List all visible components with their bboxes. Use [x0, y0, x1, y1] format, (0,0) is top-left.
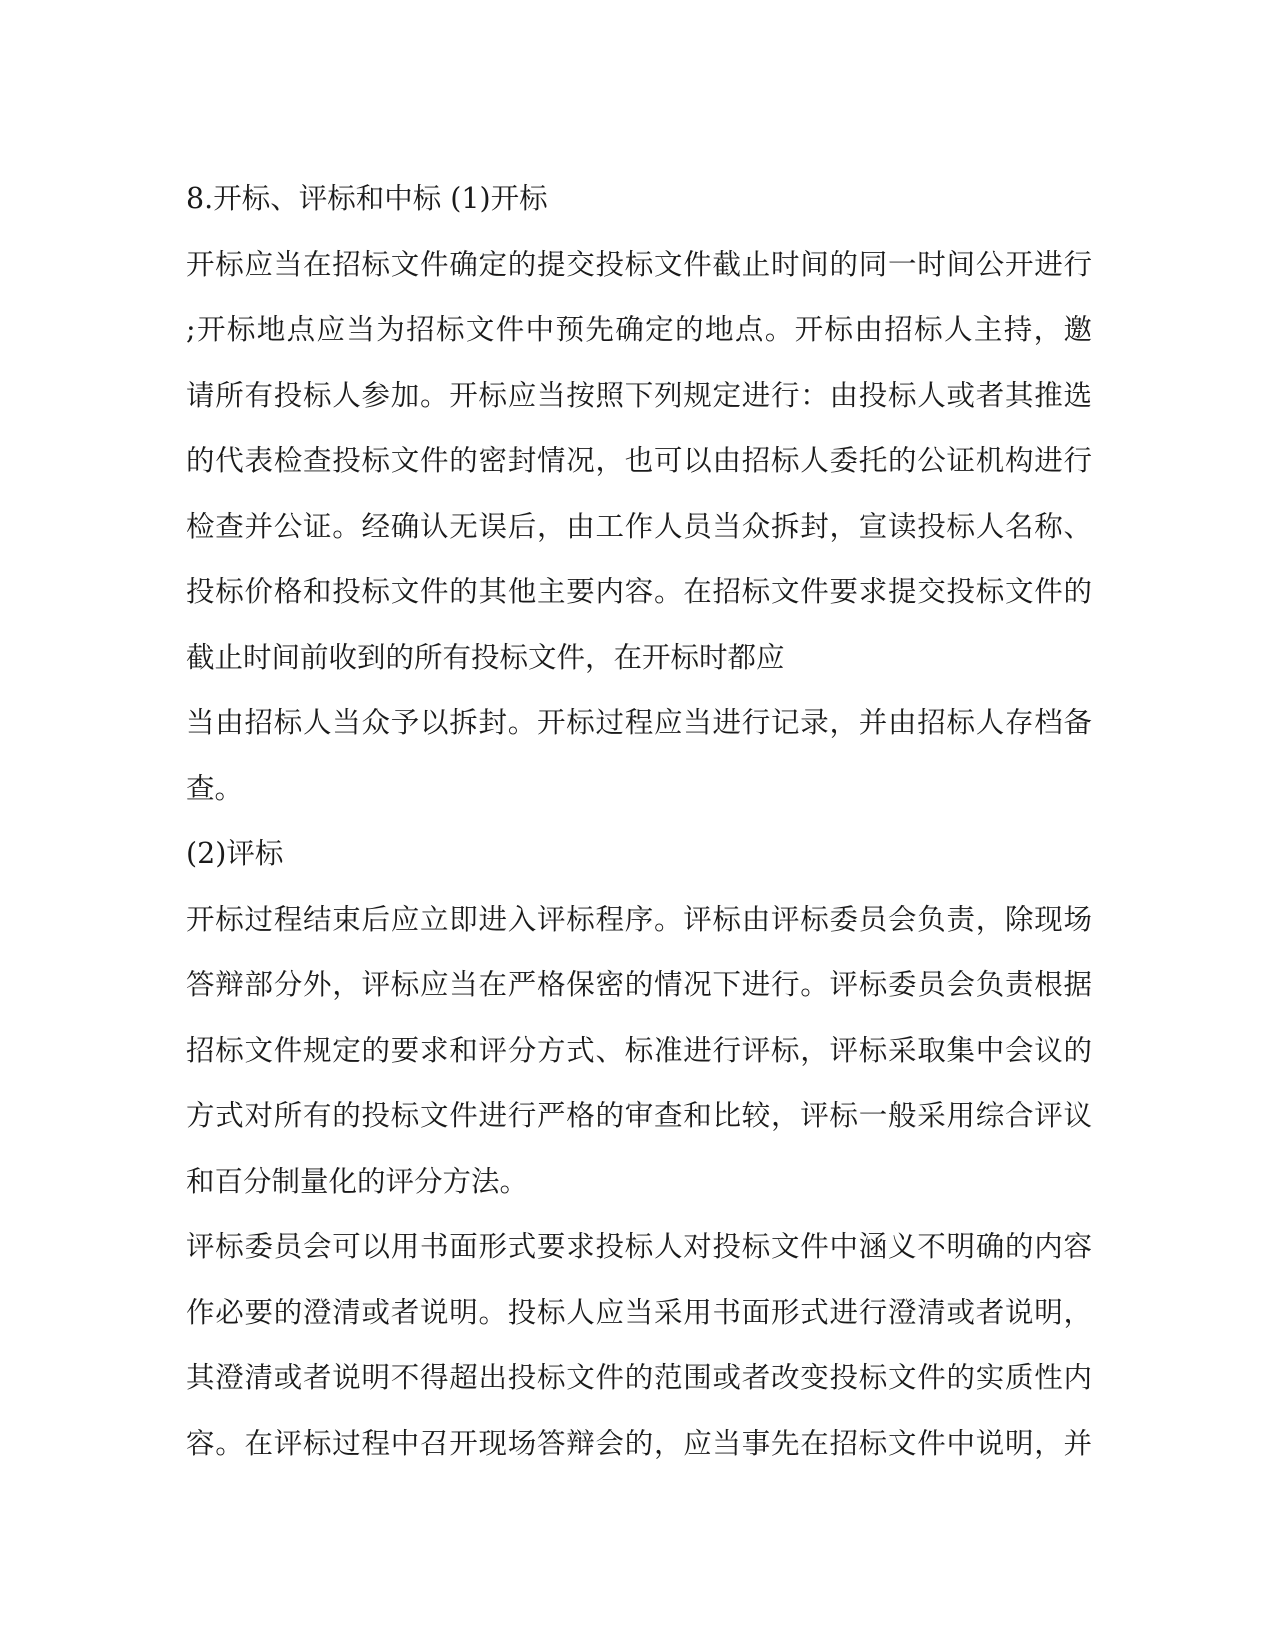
paragraph-line: 作必要的澄清或者说明。投标人应当采用书面形式进行澄清或者说明，	[186, 1295, 1092, 1329]
paragraph-line: 开标过程结束后应立即进入评标程序。评标由评标委员会负责，除现场	[186, 902, 1092, 936]
section-heading: 8.开标、评标和中标 (1)开标	[186, 182, 548, 215]
paragraph-line: 容。在评标过程中召开现场答辩会的，应当事先在招标文件中说明，并	[186, 1426, 1092, 1460]
paragraph-line: 和百分制量化的评分方法。	[186, 1164, 529, 1198]
paragraph-line: 投标价格和投标文件的其他主要内容。在招标文件要求提交投标文件的	[186, 575, 1092, 608]
paragraph-line: ;开标地点应当为招标文件中预先确定的地点。开标由招标人主持，邀	[186, 313, 1092, 346]
paragraph-line: 的代表检查投标文件的密封情况，也可以由招标人委托的公证机构进行	[186, 444, 1092, 477]
subsection-heading: (2)评标	[186, 837, 284, 870]
paragraph-line: 其澄清或者说明不得超出投标文件的范围或者改变投标文件的实质性内	[186, 1361, 1092, 1394]
paragraph-line: 答辩部分外，评标应当在严格保密的情况下进行。评标委员会负责根据	[186, 968, 1092, 1001]
paragraph-line: 当由招标人当众予以拆封。开标过程应当进行记录，并由招标人存档备	[186, 706, 1092, 739]
paragraph-line: 评标委员会可以用书面形式要求投标人对投标文件中涵义不明确的内容	[186, 1230, 1092, 1263]
paragraph-line: 方式对所有的投标文件进行严格的审查和比较，评标一般采用综合评议	[186, 1099, 1092, 1132]
paragraph-line: 招标文件规定的要求和评分方式、标准进行评标，评标采取集中会议的	[186, 1033, 1092, 1067]
paragraph-line: 查。	[186, 771, 244, 805]
document-body	[186, 166, 1092, 1476]
paragraph-line: 请所有投标人参加。开标应当按照下列规定进行：由投标人或者其推选	[186, 378, 1092, 412]
paragraph-line: 截止时间前收到的所有投标文件，在开标时都应	[186, 640, 785, 674]
paragraph-line: 检查并公证。经确认无误后，由工作人员当众拆封，宣读投标人名称、	[186, 509, 1092, 543]
paragraph-line: 开标应当在招标文件确定的提交投标文件截止时间的同一时间公开进行	[186, 247, 1092, 281]
